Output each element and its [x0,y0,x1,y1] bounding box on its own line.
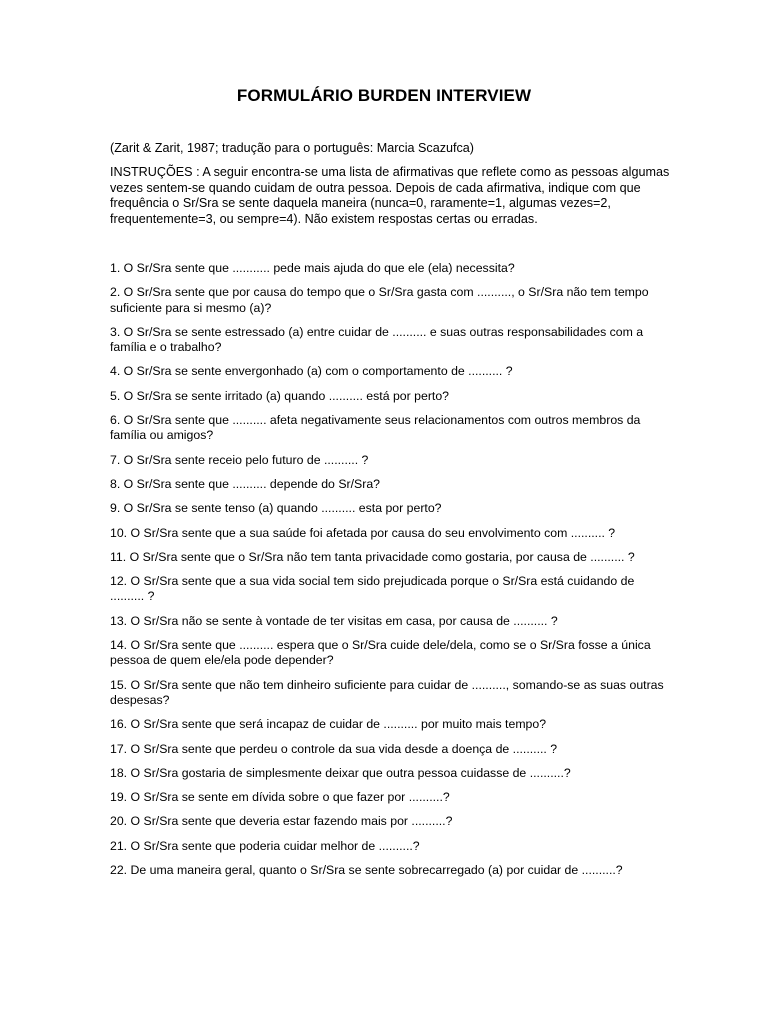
question-item: 18. O Sr/Sra gostaria de simplesmente deixar que outra pessoa cuidasse de ..........? [110,765,571,780]
question-list [110,261,666,887]
question-item: 5. O Sr/Sra se sente irritado (a) quando .......... está por perto? [110,388,450,403]
form-title: FORMULÁRIO BURDEN INTERVIEW [236,86,532,105]
question-item: 11. O Sr/Sra sente que o Sr/Sra não tem tanta privacidade como gostaria, por causa de .......... ? [110,549,635,564]
question-item: 15. O Sr/Sra sente que não tem dinheiro suficiente para cuidar de .........., somando-se as suas outras despesas? [110,677,664,707]
question-item: 1. O Sr/Sra sente que ........... pede mais ajuda do que ele (ela) necessita? [110,261,515,275]
question-item: 6. O Sr/Sra sente que .......... afeta negativamente seus relacionamentos com outros membros da família ou amigos? [110,413,641,443]
citation: (Zarit & Zarit, 1987; tradução para o português: Marcia Scazufca) [110,141,474,155]
question-item: 20. O Sr/Sra sente que deveria estar fazendo mais por ..........? [110,814,453,829]
question-item: 12. O Sr/Sra sente que a sua vida social tem sido prejudicada porque o Sr/Sra está cuidando de .......... ? [110,574,635,604]
question-item: 17. O Sr/Sra sente que perdeu o controle da sua vida desde a doença de .......... ? [110,741,558,756]
question-item: 2. O Sr/Sra sente que por causa do tempo que o Sr/Sra gasta com .........., o Sr/Sra não tem tempo suficiente para si mesmo (a)? [110,285,649,315]
question-item: 21. O Sr/Sra sente que poderia cuidar melhor de ..........? [110,838,420,853]
question-item: 16. O Sr/Sra sente que será incapaz de cuidar de .......... por muito mais tempo? [110,717,547,732]
question-item: 14. O Sr/Sra sente que .......... espera que o Sr/Sra cuide dele/dela, como se o Sr/Sra fosse a única pessoa de quem ele/ela pode depender? [110,638,651,668]
question-item: 3. O Sr/Sra se sente estressado (a) entre cuidar de .......... e suas outras responsabilidades com a família e o trabalho? [110,324,644,355]
question-item: 4. O Sr/Sra se sente envergonhado (a) com o comportamento de .......... ? [110,364,513,379]
question-item: 7. O Sr/Sra sente receio pelo futuro de .......... ? [110,452,369,467]
question-item: 8. O Sr/Sra sente que .......... depende do Sr/Sra? [110,476,381,491]
question-item: 9. O Sr/Sra se sente tenso (a) quando .......... esta por perto? [110,501,442,516]
instructions: INSTRUÇÕES : A seguir encontra-se uma lista de afirmativas que reflete como as pessoas algumas vezes sentem-se quando cuidam de outra pessoa. Depois de cada afirmativa, indique com que frequência o Sr/Sra se sente daquela maneira (nunca=0, raramente=1, algumas vezes=2, frequentemente=3, ou sempre=4). Não existem respostas certas ou erradas. [110,165,670,226]
question-item: 10. O Sr/Sra sente que a sua saúde foi afetada por causa do seu envolvimento com .......... ? [110,525,616,540]
question-item: 13. O Sr/Sra não se sente à vontade de ter visitas em casa, por causa de .......... ? [110,613,558,628]
question-item: 19. O Sr/Sra se sente em dívida sobre o que fazer por ..........? [110,790,450,805]
question-item: 22. De uma maneira geral, quanto o Sr/Sra se sente sobrecarregado (a) por cuidar de ..........? [110,863,623,878]
